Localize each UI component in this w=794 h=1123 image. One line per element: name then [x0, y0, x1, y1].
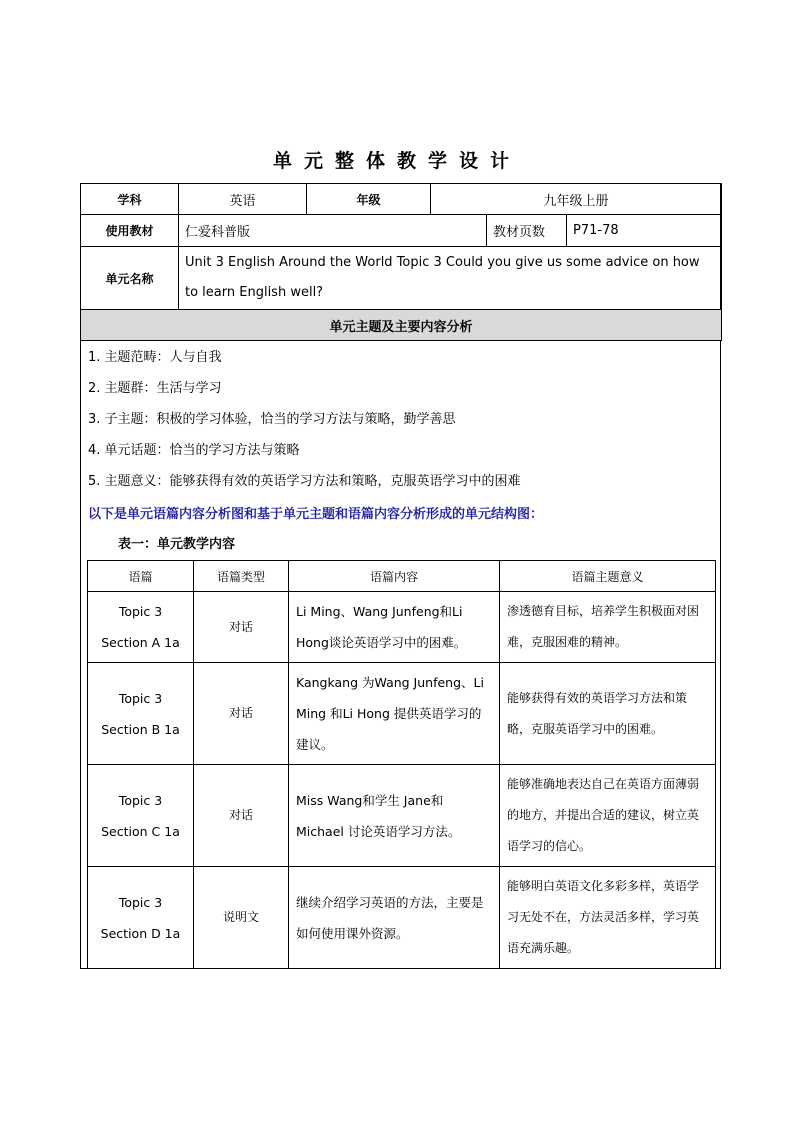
cell-content: Kangkang 为Wang Junfeng、Li Ming 和Li Hong 提供英语学习的建议。	[289, 663, 500, 765]
cell-text: Topic 3 Section B 1a	[88, 663, 194, 765]
header-meaning: 语篇主题意义	[500, 561, 716, 592]
textbook-label: 使用教材	[81, 215, 179, 247]
section-heading: 单元主题及主要内容分析	[81, 310, 722, 341]
textbook-value: 仁爱科普版	[179, 215, 487, 247]
pages-value: P71-78	[567, 215, 722, 247]
info-table	[80, 183, 722, 341]
header-type: 语篇类型	[194, 561, 289, 592]
theme-item: 1. 主题范畴：人与自我	[88, 350, 222, 365]
table-row	[88, 867, 716, 969]
theme-item: 2. 主题群：生活与学习	[88, 381, 222, 396]
subject-value: 英语	[179, 184, 307, 215]
unit-label: 单元名称	[81, 247, 179, 310]
cell-type: 对话	[194, 765, 289, 867]
cell-type: 说明文	[194, 867, 289, 969]
unit-value: Unit 3 English Around the World Topic 3 Could you give us some advice on how to learn English well?	[179, 247, 722, 310]
grade-label: 年级	[307, 184, 431, 215]
table-header-row	[88, 561, 716, 592]
cell-meaning: 能够获得有效的英语学习方法和策略，克服英语学习中的困难。	[500, 663, 716, 765]
theme-item: 4. 单元话题：恰当的学习方法与策略	[88, 443, 300, 458]
cell-text: Topic 3 Section C 1a	[88, 765, 194, 867]
table-row	[88, 765, 716, 867]
table-title: 表一：单元教学内容	[118, 537, 236, 552]
cell-text: Topic 3 Section A 1a	[88, 592, 194, 663]
cell-content: 继续介绍学习英语的方法，主要是如何使用课外资源。	[289, 867, 500, 969]
content-table	[87, 560, 716, 969]
theme-item: 3. 子主题：积极的学习体验，恰当的学习方法与策略，勤学善思	[88, 412, 456, 427]
cell-content: Li Ming、Wang Junfeng和Li Hong谈论英语学习中的困难。	[289, 592, 500, 663]
header-text: 语篇	[88, 561, 194, 592]
cell-meaning: 能够准确地表达自己在英语方面薄弱的地方，并提出合适的建议，树立英语学习的信心。	[500, 765, 716, 867]
cell-meaning: 渗透德育目标，培养学生积极面对困难，克服困难的精神。	[500, 592, 716, 663]
cell-text: Topic 3 Section D 1a	[88, 867, 194, 969]
theme-list	[88, 344, 708, 499]
subject-label: 学科	[81, 184, 179, 215]
header-content: 语篇内容	[289, 561, 500, 592]
cell-type: 对话	[194, 663, 289, 765]
intro-text: 以下是单元语篇内容分析图和基于单元主题和语篇内容分析形成的单元结构图：	[88, 507, 544, 522]
table-row	[88, 663, 716, 765]
cell-meaning: 能够明白英语文化多彩多样，英语学习无处不在，方法灵活多样，学习英语充满乐趣。	[500, 867, 716, 969]
cell-type: 对话	[194, 592, 289, 663]
theme-item: 5. 主题意义：能够获得有效的英语学习方法和策略，克服英语学习中的困难	[88, 474, 521, 489]
grade-value: 九年级上册	[431, 184, 722, 215]
table-row	[88, 592, 716, 663]
cell-content: Miss Wang和学生 Jane和 Michael 讨论英语学习方法。	[289, 765, 500, 867]
page-title: 单元整体教学设计	[272, 150, 521, 172]
pages-label: 教材页数	[487, 215, 567, 247]
